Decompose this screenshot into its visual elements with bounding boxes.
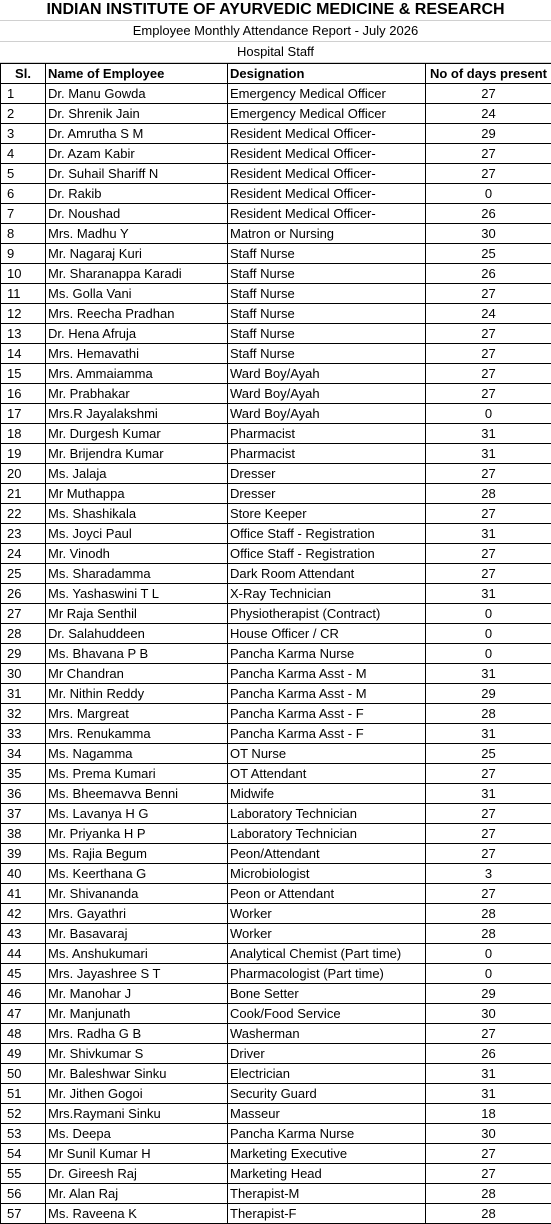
cell-days-present: 28 [426,1204,551,1224]
cell-sl: 13 [1,324,46,344]
cell-employee-name: Dr. Hena Afruja [46,324,228,344]
cell-days-present: 29 [426,984,551,1004]
cell-days-present: 31 [426,1084,551,1104]
cell-days-present: 30 [426,1124,551,1144]
table-row [1,224,551,244]
cell-employee-name: Dr. Suhail Shariff N [46,164,228,184]
cell-employee-name: Mrs. Margreat [46,704,228,724]
cell-sl: 2 [1,104,46,124]
cell-employee-name: Mr. Basavaraj [46,924,228,944]
cell-designation: Pharmacist [228,444,426,464]
cell-designation: Staff Nurse [228,264,426,284]
cell-employee-name: Mrs. Madhu Y [46,224,228,244]
cell-sl: 25 [1,564,46,584]
cell-days-present: 27 [426,824,551,844]
cell-sl: 17 [1,404,46,424]
cell-designation: Peon/Attendant [228,844,426,864]
cell-designation: Pancha Karma Asst - M [228,664,426,684]
cell-designation: Resident Medical Officer- [228,144,426,164]
cell-designation: Laboratory Technician [228,804,426,824]
cell-employee-name: Ms. Golla Vani [46,284,228,304]
cell-sl: 47 [1,1004,46,1024]
table-row [1,1024,551,1044]
cell-days-present: 31 [426,784,551,804]
cell-employee-name: Ms. Keerthana G [46,864,228,884]
cell-days-present: 28 [426,704,551,724]
cell-days-present: 0 [426,184,551,204]
cell-designation: Dresser [228,464,426,484]
cell-days-present: 31 [426,444,551,464]
cell-days-present: 27 [426,844,551,864]
cell-days-present: 26 [426,264,551,284]
header-sl: Sl. [1,64,46,84]
cell-designation: Worker [228,924,426,944]
cell-employee-name: Mrs. Reecha Pradhan [46,304,228,324]
cell-employee-name: Mr Muthappa [46,484,228,504]
cell-employee-name: Mr. Alan Raj [46,1184,228,1204]
header-row [1,64,551,84]
cell-sl: 32 [1,704,46,724]
cell-employee-name: Dr. Manu Gowda [46,84,228,104]
cell-days-present: 31 [426,584,551,604]
cell-employee-name: Dr. Noushad [46,204,228,224]
table-row [1,144,551,164]
cell-designation: Emergency Medical Officer [228,104,426,124]
table-row [1,784,551,804]
cell-days-present: 24 [426,104,551,124]
cell-days-present: 0 [426,624,551,644]
table-row [1,324,551,344]
cell-employee-name: Mr. Nithin Reddy [46,684,228,704]
cell-designation: Ward Boy/Ayah [228,404,426,424]
cell-days-present: 26 [426,204,551,224]
cell-designation: Staff Nurse [228,324,426,344]
cell-employee-name: Ms. Jalaja [46,464,228,484]
cell-sl: 51 [1,1084,46,1104]
cell-days-present: 27 [426,564,551,584]
cell-days-present: 28 [426,484,551,504]
cell-employee-name: Mr. Priyanka H P [46,824,228,844]
cell-days-present: 31 [426,424,551,444]
cell-designation: Driver [228,1044,426,1064]
cell-designation: Washerman [228,1024,426,1044]
cell-designation: Marketing Head [228,1164,426,1184]
cell-designation: Pancha Karma Nurse [228,1124,426,1144]
cell-designation: Bone Setter [228,984,426,1004]
cell-employee-name: Ms. Shashikala [46,504,228,524]
cell-sl: 43 [1,924,46,944]
cell-days-present: 27 [426,384,551,404]
header-designation: Designation [228,64,426,84]
cell-employee-name: Mr. Durgesh Kumar [46,424,228,444]
table-row [1,1124,551,1144]
cell-employee-name: Mr. Sharanappa Karadi [46,264,228,284]
cell-days-present: 27 [426,344,551,364]
cell-designation: Pancha Karma Asst - F [228,724,426,744]
table-row [1,904,551,924]
cell-designation: Matron or Nursing [228,224,426,244]
cell-designation: Marketing Executive [228,1144,426,1164]
cell-designation: Electrician [228,1064,426,1084]
cell-sl: 35 [1,764,46,784]
table-row [1,704,551,724]
cell-days-present: 25 [426,244,551,264]
cell-days-present: 18 [426,1104,551,1124]
cell-days-present: 28 [426,924,551,944]
cell-designation: Dresser [228,484,426,504]
cell-days-present: 0 [426,404,551,424]
table-row [1,724,551,744]
cell-days-present: 27 [426,804,551,824]
cell-days-present: 29 [426,684,551,704]
cell-days-present: 0 [426,964,551,984]
report-title: INDIAN INSTITUTE OF AYURVEDIC MEDICINE & RESEARCH [0,0,551,21]
cell-days-present: 31 [426,1064,551,1084]
cell-employee-name: Ms. Raveena K [46,1204,228,1224]
table-row [1,484,551,504]
cell-employee-name: Mrs. Jayashree S T [46,964,228,984]
cell-employee-name: Ms. Bheemavva Benni [46,784,228,804]
cell-sl: 52 [1,1104,46,1124]
cell-sl: 9 [1,244,46,264]
cell-sl: 24 [1,544,46,564]
cell-designation: Emergency Medical Officer [228,84,426,104]
cell-employee-name: Mr Raja Senthil [46,604,228,624]
table-row [1,124,551,144]
cell-days-present: 27 [426,764,551,784]
cell-employee-name: Mr. Nagaraj Kuri [46,244,228,264]
cell-sl: 10 [1,264,46,284]
section-label: Hospital Staff [0,42,551,63]
cell-designation: Midwife [228,784,426,804]
cell-sl: 57 [1,1204,46,1224]
table-row [1,244,551,264]
cell-designation: Pancha Karma Asst - F [228,704,426,724]
table-row [1,744,551,764]
cell-employee-name: Mrs.R Jayalakshmi [46,404,228,424]
cell-employee-name: Mrs.Raymani Sinku [46,1104,228,1124]
cell-days-present: 27 [426,144,551,164]
cell-sl: 56 [1,1184,46,1204]
cell-sl: 29 [1,644,46,664]
cell-sl: 46 [1,984,46,1004]
cell-sl: 48 [1,1024,46,1044]
cell-designation: Therapist-M [228,1184,426,1204]
report-subtitle: Employee Monthly Attendance Report - July 2026 [0,21,551,42]
cell-designation: X-Ray Technician [228,584,426,604]
cell-employee-name: Ms. Sharadamma [46,564,228,584]
cell-days-present: 27 [426,1144,551,1164]
cell-days-present: 25 [426,744,551,764]
cell-employee-name: Mr Chandran [46,664,228,684]
cell-days-present: 31 [426,524,551,544]
cell-sl: 19 [1,444,46,464]
cell-employee-name: Dr. Rakib [46,184,228,204]
cell-employee-name: Mrs. Radha G B [46,1024,228,1044]
table-row [1,1004,551,1024]
cell-designation: Security Guard [228,1084,426,1104]
table-row [1,524,551,544]
cell-employee-name: Ms. Joyci Paul [46,524,228,544]
cell-designation: Staff Nurse [228,244,426,264]
cell-days-present: 27 [426,1164,551,1184]
table-row [1,404,551,424]
table-row [1,264,551,284]
table-row [1,344,551,364]
cell-employee-name: Dr. Shrenik Jain [46,104,228,124]
cell-days-present: 30 [426,1004,551,1024]
cell-sl: 7 [1,204,46,224]
cell-employee-name: Mrs. Renukamma [46,724,228,744]
table-row [1,1044,551,1064]
cell-days-present: 30 [426,224,551,244]
table-row [1,204,551,224]
cell-days-present: 31 [426,724,551,744]
table-row [1,1104,551,1124]
cell-designation: Dark Room Attendant [228,564,426,584]
table-row [1,304,551,324]
table-body [1,84,551,1224]
cell-designation: Resident Medical Officer- [228,184,426,204]
cell-designation: Analytical Chemist (Part time) [228,944,426,964]
table-row [1,984,551,1004]
cell-days-present: 24 [426,304,551,324]
cell-designation: Staff Nurse [228,284,426,304]
cell-days-present: 0 [426,944,551,964]
table-row [1,104,551,124]
cell-sl: 16 [1,384,46,404]
cell-employee-name: Mr. Manjunath [46,1004,228,1024]
cell-employee-name: Mr. Jithen Gogoi [46,1084,228,1104]
table-row [1,924,551,944]
cell-employee-name: Dr. Amrutha S M [46,124,228,144]
cell-days-present: 27 [426,884,551,904]
cell-designation: Peon or Attendant [228,884,426,904]
table-row [1,364,551,384]
table-row [1,504,551,524]
cell-days-present: 29 [426,124,551,144]
table-row [1,884,551,904]
cell-sl: 11 [1,284,46,304]
cell-days-present: 27 [426,504,551,524]
cell-designation: Staff Nurse [228,304,426,324]
cell-designation: House Officer / CR [228,624,426,644]
cell-days-present: 31 [426,664,551,684]
cell-sl: 8 [1,224,46,244]
cell-sl: 30 [1,664,46,684]
cell-sl: 15 [1,364,46,384]
table-row [1,1184,551,1204]
cell-employee-name: Mr. Shivkumar S [46,1044,228,1064]
table-row [1,284,551,304]
cell-designation: Microbiologist [228,864,426,884]
cell-employee-name: Mr Sunil Kumar H [46,1144,228,1164]
table-row [1,1084,551,1104]
cell-sl: 50 [1,1064,46,1084]
cell-days-present: 27 [426,544,551,564]
cell-sl: 39 [1,844,46,864]
cell-sl: 26 [1,584,46,604]
cell-employee-name: Mrs. Gayathri [46,904,228,924]
cell-sl: 12 [1,304,46,324]
cell-employee-name: Mr. Shivananda [46,884,228,904]
cell-sl: 20 [1,464,46,484]
table-row [1,84,551,104]
cell-employee-name: Ms. Prema Kumari [46,764,228,784]
table-row [1,564,551,584]
cell-designation: Ward Boy/Ayah [228,384,426,404]
table-row [1,384,551,404]
cell-employee-name: Ms. Lavanya H G [46,804,228,824]
table-row [1,764,551,784]
cell-sl: 54 [1,1144,46,1164]
cell-sl: 4 [1,144,46,164]
cell-sl: 49 [1,1044,46,1064]
cell-days-present: 0 [426,604,551,624]
cell-designation: Store Keeper [228,504,426,524]
cell-employee-name: Dr. Salahuddeen [46,624,228,644]
table-row [1,544,551,564]
cell-sl: 41 [1,884,46,904]
cell-sl: 38 [1,824,46,844]
cell-designation: OT Attendant [228,764,426,784]
cell-sl: 37 [1,804,46,824]
cell-days-present: 27 [426,84,551,104]
table-row [1,1164,551,1184]
cell-sl: 34 [1,744,46,764]
cell-days-present: 27 [426,324,551,344]
cell-employee-name: Ms. Deepa [46,1124,228,1144]
cell-designation: Cook/Food Service [228,1004,426,1024]
cell-days-present: 27 [426,464,551,484]
table-row [1,164,551,184]
cell-sl: 28 [1,624,46,644]
cell-designation: Resident Medical Officer- [228,124,426,144]
cell-days-present: 3 [426,864,551,884]
cell-sl: 40 [1,864,46,884]
cell-designation: Pharmacist [228,424,426,444]
cell-days-present: 27 [426,164,551,184]
cell-employee-name: Ms. Yashaswini T L [46,584,228,604]
cell-sl: 18 [1,424,46,444]
cell-sl: 31 [1,684,46,704]
table-row [1,444,551,464]
cell-sl: 14 [1,344,46,364]
table-row [1,944,551,964]
cell-days-present: 26 [426,1044,551,1064]
table-row [1,1064,551,1084]
cell-employee-name: Mr. Manohar J [46,984,228,1004]
cell-sl: 1 [1,84,46,104]
cell-sl: 3 [1,124,46,144]
table-row [1,684,551,704]
cell-designation: Laboratory Technician [228,824,426,844]
cell-days-present: 27 [426,364,551,384]
table-row [1,644,551,664]
table-row [1,664,551,684]
table-row [1,464,551,484]
cell-employee-name: Mr. Vinodh [46,544,228,564]
cell-designation: Pharmacologist (Part time) [228,964,426,984]
cell-days-present: 27 [426,1024,551,1044]
cell-sl: 22 [1,504,46,524]
cell-designation: Resident Medical Officer- [228,204,426,224]
cell-designation: Office Staff - Registration [228,524,426,544]
cell-employee-name: Ms. Nagamma [46,744,228,764]
cell-sl: 55 [1,1164,46,1184]
cell-employee-name: Dr. Azam Kabir [46,144,228,164]
cell-designation: Masseur [228,1104,426,1124]
cell-designation: Office Staff - Registration [228,544,426,564]
attendance-table [0,63,551,1224]
cell-sl: 42 [1,904,46,924]
header-days-present: No of days present [426,64,551,84]
cell-employee-name: Mrs. Hemavathi [46,344,228,364]
cell-sl: 5 [1,164,46,184]
table-row [1,964,551,984]
cell-sl: 45 [1,964,46,984]
cell-sl: 23 [1,524,46,544]
cell-days-present: 27 [426,284,551,304]
cell-designation: Physiotherapist (Contract) [228,604,426,624]
table-row [1,624,551,644]
cell-employee-name: Mr. Baleshwar Sinku [46,1064,228,1084]
table-row [1,584,551,604]
cell-sl: 6 [1,184,46,204]
cell-sl: 33 [1,724,46,744]
table-row [1,824,551,844]
cell-sl: 36 [1,784,46,804]
cell-designation: Resident Medical Officer- [228,164,426,184]
cell-designation: Pancha Karma Nurse [228,644,426,664]
cell-employee-name: Mr. Brijendra Kumar [46,444,228,464]
cell-employee-name: Mrs. Ammaiamma [46,364,228,384]
cell-employee-name: Mr. Prabhakar [46,384,228,404]
header-name: Name of Employee [46,64,228,84]
cell-employee-name: Ms. Bhavana P B [46,644,228,664]
cell-designation: Pancha Karma Asst - M [228,684,426,704]
cell-sl: 53 [1,1124,46,1144]
cell-employee-name: Ms. Rajia Begum [46,844,228,864]
table-row [1,844,551,864]
cell-sl: 44 [1,944,46,964]
cell-days-present: 0 [426,644,551,664]
cell-days-present: 28 [426,1184,551,1204]
table-row [1,424,551,444]
table-row [1,864,551,884]
table-row [1,184,551,204]
table-row [1,804,551,824]
cell-sl: 21 [1,484,46,504]
cell-employee-name: Dr. Gireesh Raj [46,1164,228,1184]
table-row [1,604,551,624]
cell-designation: Ward Boy/Ayah [228,364,426,384]
cell-designation: Therapist-F [228,1204,426,1224]
cell-sl: 27 [1,604,46,624]
cell-designation: Worker [228,904,426,924]
cell-days-present: 28 [426,904,551,924]
cell-designation: OT Nurse [228,744,426,764]
cell-employee-name: Ms. Anshukumari [46,944,228,964]
table-row [1,1144,551,1164]
cell-designation: Staff Nurse [228,344,426,364]
